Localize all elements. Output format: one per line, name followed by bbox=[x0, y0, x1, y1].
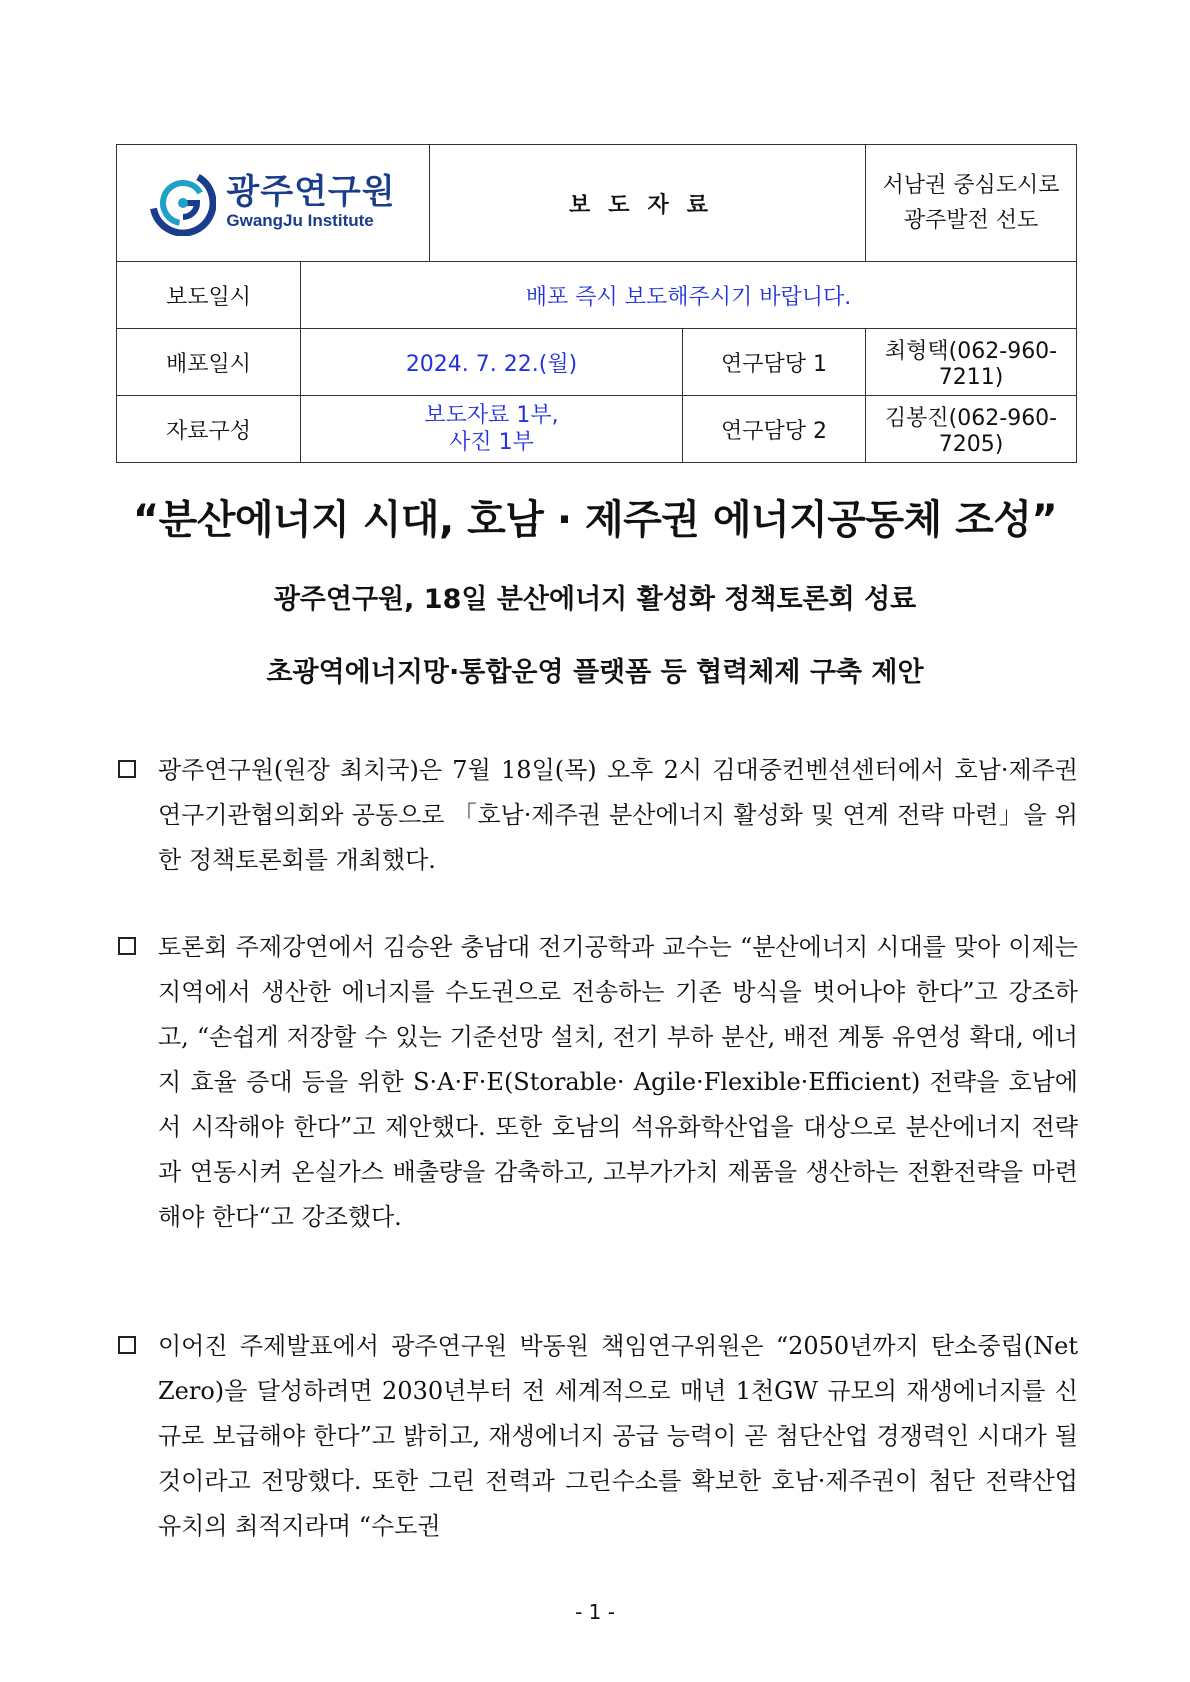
paragraph-3-text: 이어진 주제발표에서 광주연구원 박동원 책임연구위원은 “2050년까지 탄소중립(Net Zero)을 달성하려면 2030년부터 전 세계적으로 매년 1천GW 규모의 재생에너지를 신규로 보급해야 한다”고 밝히고, 재생에너지 공급 능력이 곧 첨단산업 경쟁력인 시대가 될 것이라고 전망했다. 또한 그린 전력과 그린수소를 확보한 호남·제주권이 첨단 전략산업 유치의 최적지라며 “수도권 bbox=[158, 1332, 1078, 1540]
logo-text-korean: 광주연구원 bbox=[226, 172, 396, 213]
logo-text-english: GwangJu Institute bbox=[226, 210, 374, 230]
slogan-line-1: 서남권 중심도시로 bbox=[882, 172, 1060, 198]
composition-value-line-1: 보도자료 1부, bbox=[424, 402, 559, 428]
bullet-box-icon bbox=[118, 937, 136, 955]
subtitle-1: 광주연구원, 18일 분산에너지 활성화 정책토론회 성료 bbox=[273, 584, 917, 615]
contact-2-label: 연구담당 2 bbox=[683, 396, 866, 463]
bullet-box-icon bbox=[118, 1336, 136, 1354]
paragraph-3 bbox=[118, 1324, 1078, 1549]
paragraph-2 bbox=[118, 925, 1078, 1240]
distribution-date-value: 2024. 7. 22.(월) bbox=[301, 329, 683, 396]
distribution-date-label: 배포일시 bbox=[117, 329, 301, 396]
institute-logo bbox=[117, 170, 429, 236]
logo-cell bbox=[117, 145, 430, 262]
slogan-line-2: 광주발전 선도 bbox=[903, 208, 1039, 233]
paragraph-1-text: 광주연구원(원장 최치국)은 7월 18일(목) 오후 2시 김대중컨벤션센터에서 호남·제주권 연구기관협의회와 공동으로 「호남·제주권 분산에너지 활성화 및 연계 전략 마련」을 위한 정책토론회를 개최했다. bbox=[158, 756, 1078, 874]
subtitle-2: 초광역에너지망·통합운영 플랫폼 등 협력체제 구축 제안 bbox=[266, 657, 924, 688]
composition-value bbox=[301, 396, 683, 463]
report-date-value: 배포 즉시 보도해주시기 바랍니다. bbox=[301, 262, 1077, 329]
bullet-box-icon bbox=[118, 760, 136, 778]
slogan-cell bbox=[866, 145, 1077, 262]
paragraph-1 bbox=[118, 748, 1078, 883]
composition-label: 자료구성 bbox=[117, 396, 301, 463]
press-release-title: 보도자료 bbox=[430, 145, 866, 262]
composition-value-line-2: 사진 1부 bbox=[449, 430, 534, 455]
contact-2-value: 김봉진(062-960-7205) bbox=[866, 396, 1077, 463]
paragraph-2-text: 토론회 주제강연에서 김승완 충남대 전기공학과 교수는 “분산에너지 시대를 맞아 이제는 지역에서 생산한 에너지를 수도권으로 전송하는 기존 방식을 벗어나야 한다”고 강조하고, “손쉽게 저장할 수 있는 기준선망 설치, 전기 부하 분산, 배전 계통 유연성 확대, 에너지 효율 증대 등을 위한 S·A·F·E(Storable· Agile·Flexible·Efficient) 전략을 호남에서 시작해야 한다”고 제안했다. 또한 호남의 석유화학산업을 대상으로 분산에너지 전략과 연동시켜 온실가스 배출량을 감축하고, 고부가가치 제품을 생산하는 전환전략을 마련해야 한다“고 강조했다. bbox=[158, 933, 1078, 1231]
contact-1-value: 최형택(062-960-7211) bbox=[866, 329, 1077, 396]
institute-logo-icon bbox=[150, 170, 216, 236]
press-header-table bbox=[116, 144, 1077, 463]
page-number: - 1 - bbox=[575, 1600, 615, 1624]
contact-1-label: 연구담당 1 bbox=[683, 329, 866, 396]
headline: “분산에너지 시대, 호남 · 제주권 에너지공동체 조성” bbox=[132, 497, 1058, 543]
report-date-label: 보도일시 bbox=[117, 262, 301, 329]
